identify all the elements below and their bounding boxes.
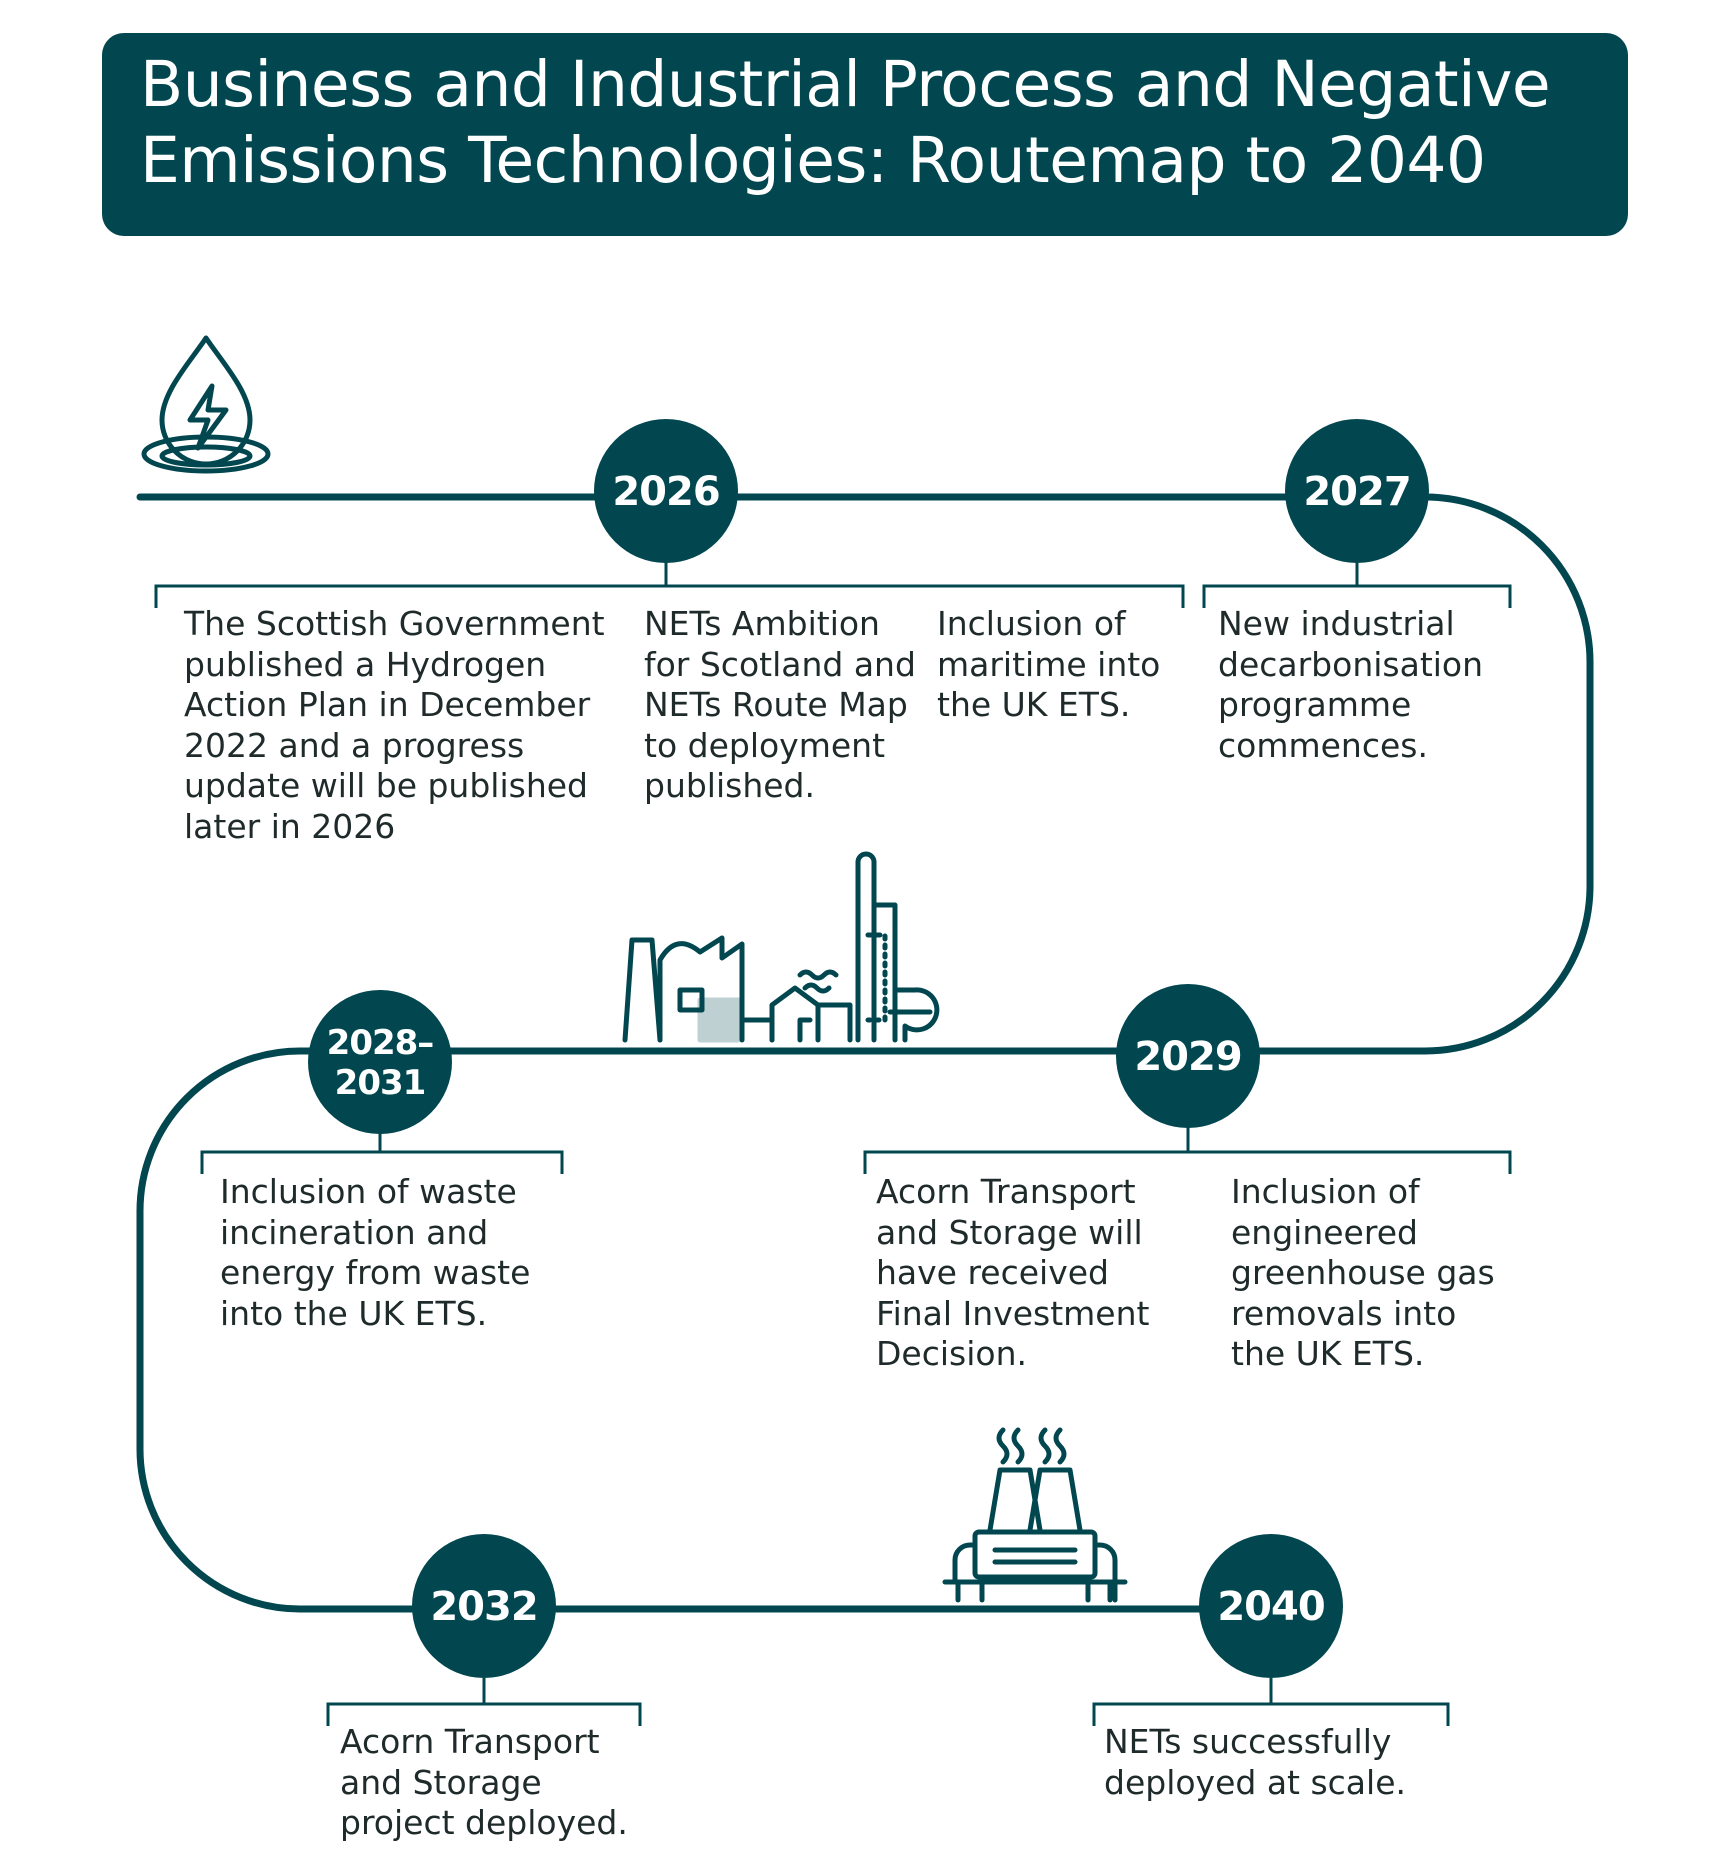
- year-label-2026: 2026: [612, 469, 720, 515]
- milestone-2027: New industrial decarbonisation programme commences.: [1218, 604, 1484, 765]
- milestone-2028-2031: Inclusion of waste incineration and energy from waste into the UK ETS.: [220, 1172, 531, 1333]
- title-line-2: Emissions Technologies: Routemap to 2040: [140, 124, 1486, 197]
- industrial-plant-icon: [625, 854, 937, 1040]
- milestone-2026-nets: NETs Ambition for Scotland and NETs Route Map to deployment published.: [644, 604, 916, 805]
- bracket-2040: [1094, 1678, 1448, 1726]
- milestone-2040: NETs successfully deployed at scale.: [1104, 1722, 1406, 1802]
- year-label-2028-line2: 2031: [334, 1063, 426, 1103]
- year-label-2028-line1: 2028–: [326, 1023, 434, 1063]
- milestone-2029-ggr: Inclusion of engineered greenhouse gas removals into the UK ETS.: [1231, 1172, 1495, 1373]
- bracket-2026: [156, 560, 1183, 608]
- year-label-2027: 2027: [1303, 469, 1411, 515]
- year-label-2028-2031: [327, 1023, 434, 1103]
- year-label-2040: 2040: [1217, 1584, 1325, 1630]
- title-line-1: Business and Industrial Process and Negative: [140, 48, 1551, 121]
- bracket-2032: [328, 1678, 640, 1726]
- hydrogen-drop-icon: [144, 338, 268, 471]
- milestone-2026-maritime: Inclusion of maritime into the UK ETS.: [937, 604, 1161, 724]
- bracket-2027: [1204, 560, 1510, 608]
- year-label-2029: 2029: [1134, 1034, 1242, 1080]
- bracket-2029: [865, 1120, 1510, 1174]
- year-label-2032: 2032: [430, 1584, 538, 1630]
- power-station-icon: [945, 1430, 1125, 1600]
- milestone-2032: Acorn Transport and Storage project deployed.: [340, 1722, 628, 1842]
- milestone-2026-hydrogen: The Scottish Government published a Hydrogen Action Plan in December 2022 and a progress update will be published later in 2026: [184, 604, 605, 846]
- milestone-2029-acorn: Acorn Transport and Storage will have received Final Investment Decision.: [876, 1172, 1150, 1373]
